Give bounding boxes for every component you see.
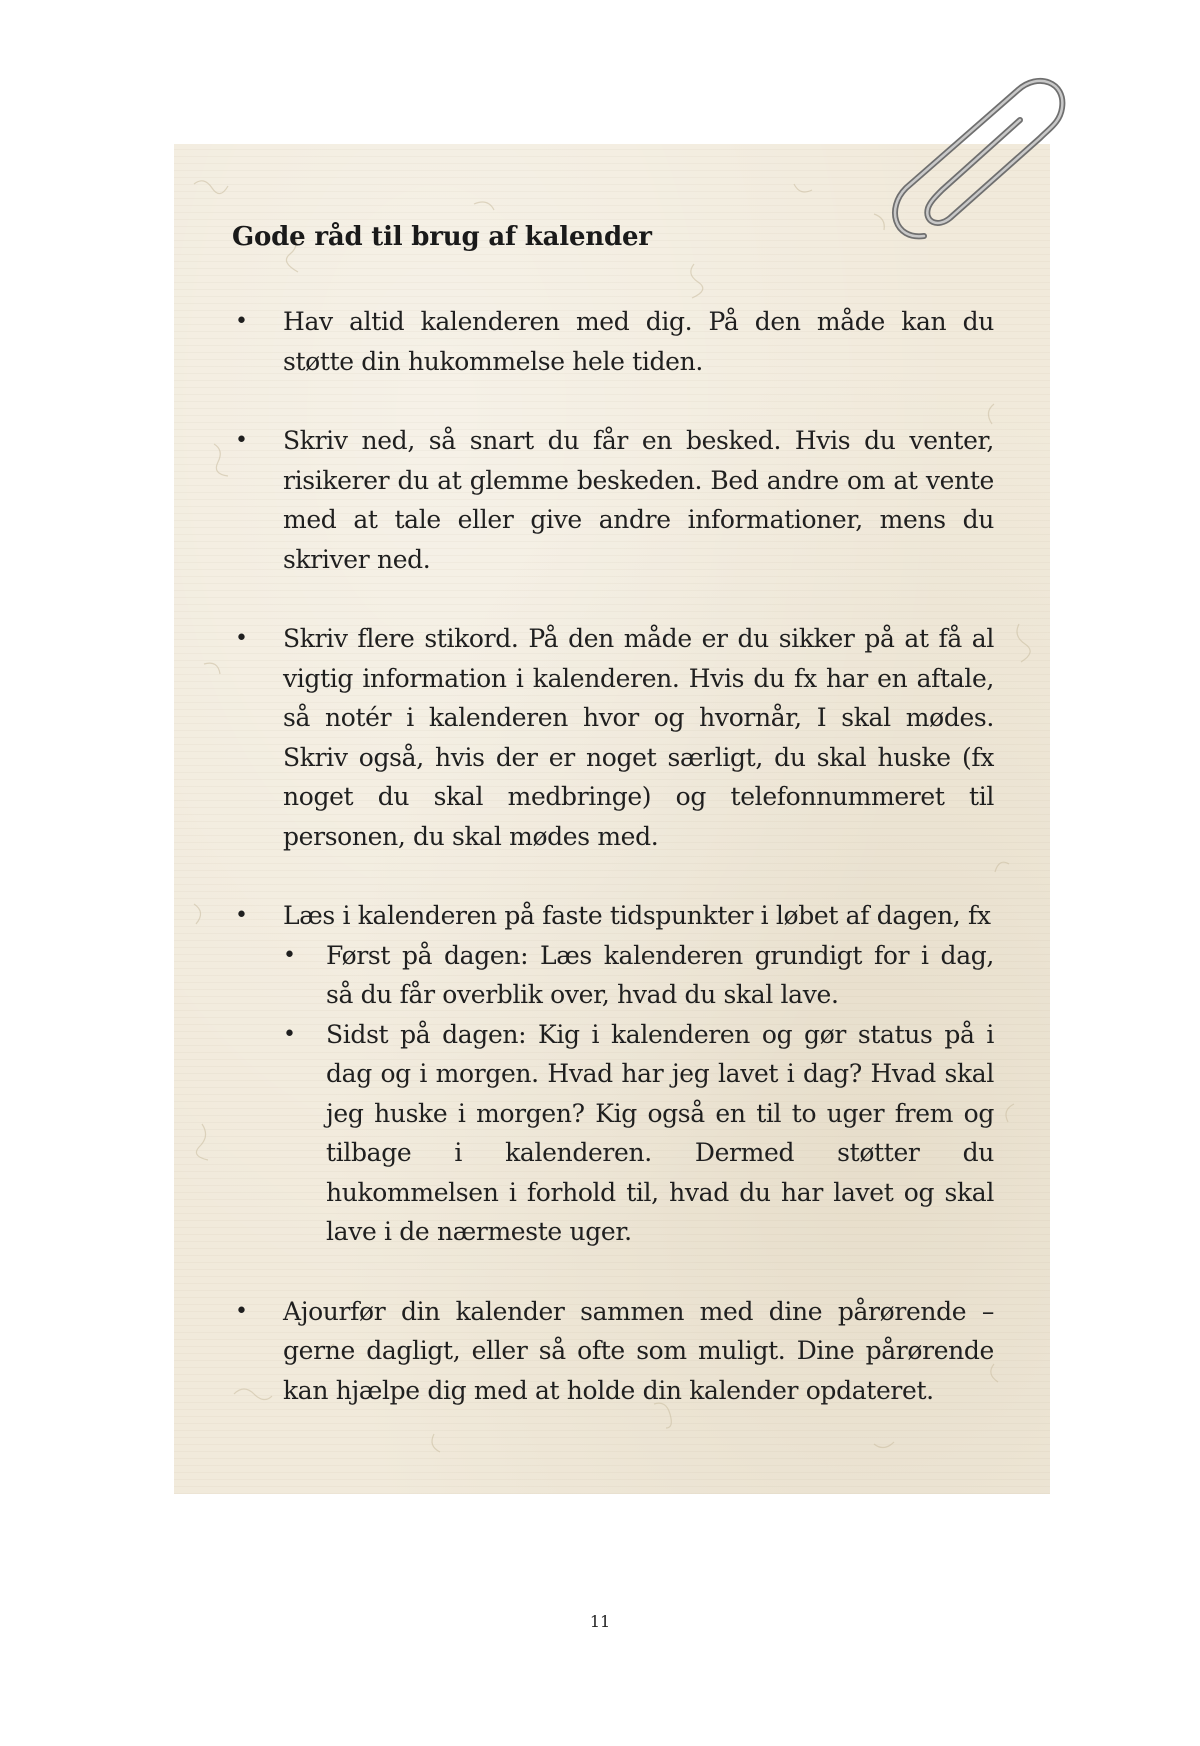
tip-item	[232, 421, 994, 579]
bullet: •	[235, 626, 248, 651]
subtip-item	[283, 1015, 994, 1252]
tip-item	[232, 302, 994, 381]
tip-text: Skriv ned, så snart du får en besked. Hvis du venter, risikerer du at glemme beskeden. Bed andre om at vente med at tale eller give andre informationer, mens du skriver ned.	[283, 426, 994, 574]
tip-item	[232, 619, 994, 856]
tip-item	[232, 1292, 994, 1411]
paperclip-icon	[880, 68, 1070, 248]
bullet: •	[235, 428, 248, 453]
bullet: •	[283, 1021, 296, 1047]
subtip-item	[283, 936, 994, 1015]
bullet: •	[235, 903, 248, 928]
bullet: •	[235, 309, 248, 334]
bullet: •	[235, 1298, 248, 1324]
subtip-text: Sidst på dagen: Kig i kalenderen og gør status på i dag og i morgen. Hvad har jeg lavet i dag? Hvad skal jeg huske i morgen? Kig også en til to uger frem og tilbage i kalenderen. Dermed støtter du hukommelsen i forhold til, hvad du har lavet og skal lave i de nærmeste uger.	[326, 1019, 994, 1246]
tip-text: Hav altid kalenderen med dig. På den måde kan du støtte din hukommelse hele tiden.	[283, 307, 994, 376]
subtip-text: Først på dagen: Læs kalenderen grundigt for i dag, så du får overblik over, hvad du skal lave.	[326, 940, 994, 1009]
section-title: Gode råd til brug af kalender	[232, 222, 652, 252]
tip-text: Ajourfør din kalender sammen med dine pårørende – gerne dagligt, eller så ofte som muligt. Dine pårørende kan hjælpe dig med at holde din kalender opdateret.	[283, 1296, 994, 1405]
subtips-list	[283, 936, 994, 1252]
tip-text: Læs i kalenderen på faste tidspunkter i løbet af dagen, fx	[283, 901, 991, 930]
tips-list	[232, 302, 994, 1410]
tip-text: Skriv flere stikord. På den måde er du sikker på at få al vigtig information i kalenderen. Hvis du fx har en aftale, så notér i kalenderen hvor og hvornår, I skal mødes. Skriv også, hvis der er noget særligt, du skal huske (fx noget du skal medbringe) og telefonnummeret til personen, du skal mødes med.	[283, 624, 994, 851]
tip-item	[232, 896, 994, 1252]
page-number: 11	[589, 1612, 611, 1631]
bullet: •	[283, 942, 296, 968]
